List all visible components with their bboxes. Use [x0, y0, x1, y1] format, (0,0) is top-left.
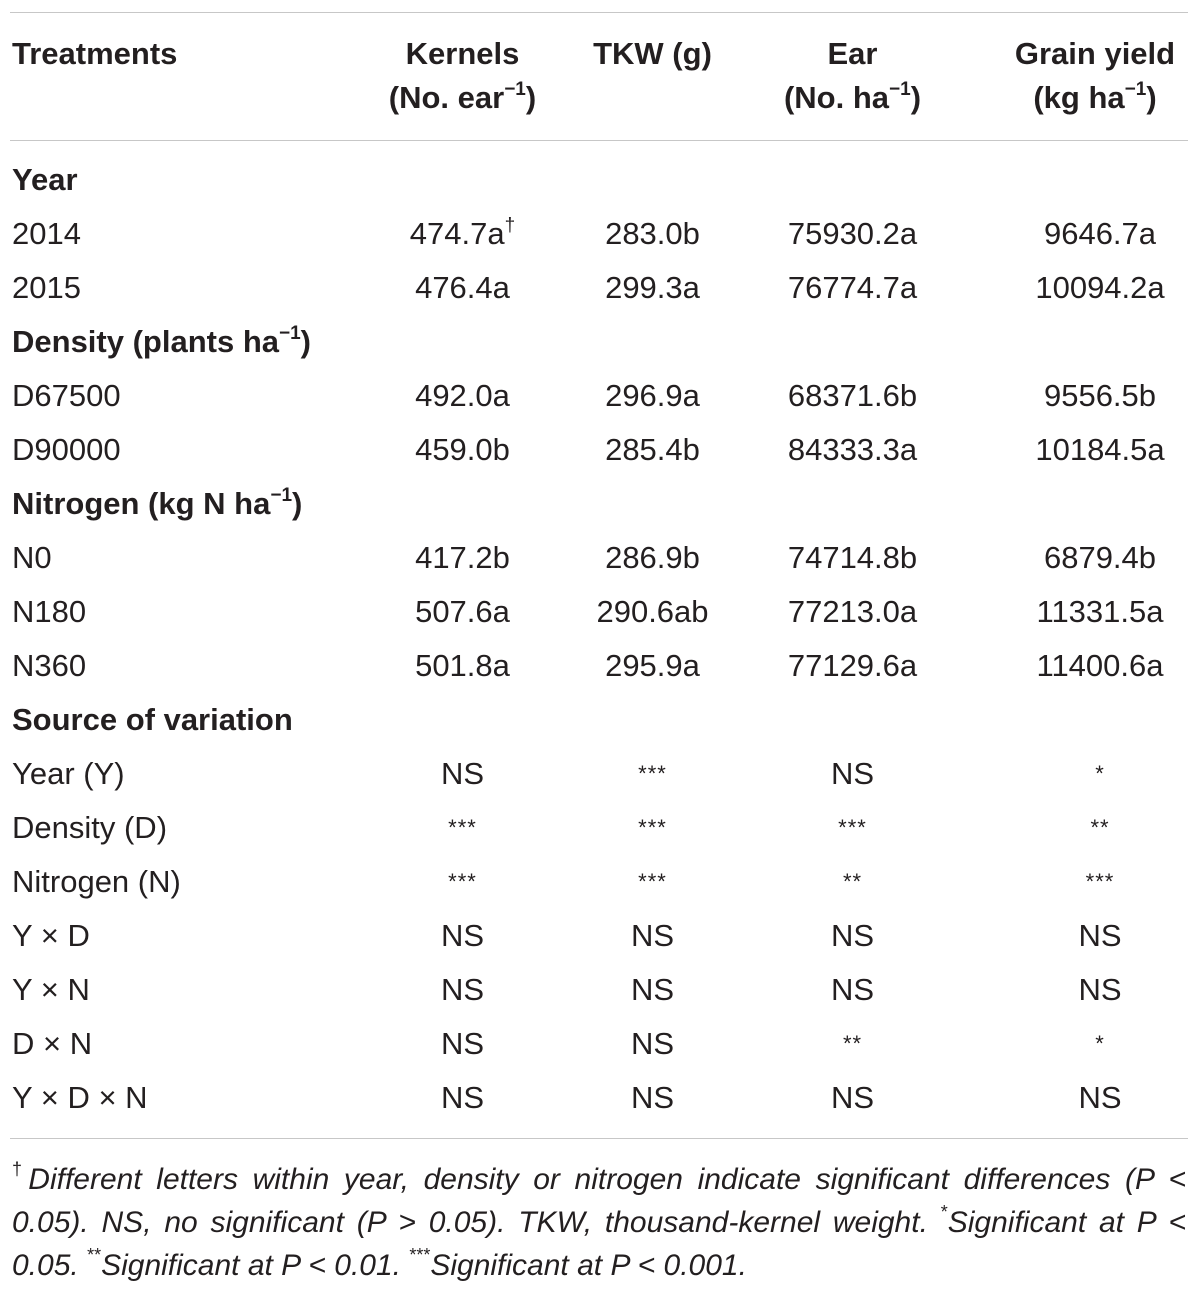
cell-tkw: 295.9a — [605, 648, 700, 683]
row-label: N180 — [12, 594, 87, 629]
row-label: 2015 — [12, 270, 81, 305]
header-kernels-line2: (No. ear$^{-1}$) — [388, 79, 537, 115]
variation-yield: NS — [1078, 1080, 1122, 1115]
variation-tkw: NS — [630, 1026, 675, 1061]
header-ear-line2: (No. $ha^{-1}$) — [783, 79, 922, 115]
cell-kernels: 492.0a — [415, 378, 510, 413]
cell-ear: 68371.6b — [787, 378, 918, 413]
variation-label: Y × D — [12, 918, 90, 953]
variation-ear: ** — [842, 1031, 863, 1056]
cell-yield: 6879.4b — [1043, 540, 1157, 575]
variation-ear: ** — [842, 869, 863, 894]
header-yield-line2: (kg $ha^{-1}$) — [1033, 79, 1157, 115]
variation-label: D × N — [12, 1026, 93, 1061]
header-ear-line1: Ear — [827, 36, 878, 71]
cell-ear: 77129.6a — [787, 648, 918, 683]
variation-yield: * — [1095, 761, 1105, 786]
cell-ear: 76774.7a — [787, 270, 918, 305]
variation-tkw: NS — [630, 918, 675, 953]
variation-tkw: *** — [638, 761, 667, 786]
variation-yield: *** — [1085, 869, 1115, 894]
variation-yield: * — [1095, 1031, 1105, 1056]
cell-ear: 75930.2a — [787, 216, 918, 251]
bottom-rule — [10, 1138, 1188, 1139]
variation-label: Y × D × N — [12, 1080, 148, 1115]
header-treatments: Treatments — [12, 36, 178, 71]
cell-ear: 77213.0a — [787, 594, 918, 629]
header-rule — [10, 140, 1188, 141]
section-source-of-variation: Source of variation — [12, 702, 293, 737]
header-tkw: TKW (g) — [593, 36, 712, 71]
cell-yield: 10184.5a — [1035, 432, 1165, 467]
row-label: 2014 — [12, 216, 81, 251]
section-density: Density (plants $ha^{-1}$) — [12, 323, 311, 359]
variation-yield: NS — [1078, 972, 1122, 1007]
cell-yield: 9556.5b — [1043, 378, 1157, 413]
cell-tkw: 296.9a — [605, 378, 700, 413]
variation-kernels: *** — [448, 869, 477, 894]
row-label: N0 — [12, 540, 52, 575]
cell-kernels: 459.0b — [415, 432, 510, 467]
cell-tkw: 290.6ab — [596, 594, 709, 629]
variation-label: Y × N — [12, 972, 90, 1007]
variation-kernels: NS — [440, 972, 485, 1007]
section-year: Year — [12, 162, 78, 197]
cell-yield: 11331.5a — [1036, 594, 1164, 629]
top-rule — [10, 12, 1188, 13]
header-ear — [745, 32, 960, 120]
variation-ear: NS — [830, 972, 875, 1007]
variation-yield: NS — [1078, 918, 1122, 953]
variation-ear: NS — [830, 756, 875, 791]
variation-kernels: NS — [440, 1080, 485, 1115]
variation-tkw: *** — [638, 869, 667, 894]
variation-kernels: NS — [440, 918, 485, 953]
variation-kernels: NS — [440, 1026, 485, 1061]
variation-ear: NS — [830, 918, 875, 953]
header-yield-line1: Grain yield — [1014, 36, 1176, 71]
variation-yield: ** — [1090, 815, 1110, 840]
variation-label: Year (Y) — [12, 756, 125, 791]
row-label: D67500 — [12, 378, 121, 413]
cell-ear: 74714.8b — [787, 540, 918, 575]
cell-tkw: 285.4b — [605, 432, 700, 467]
cell-kernels: 507.6a — [415, 594, 510, 629]
cell-kernels: 476.4a — [415, 270, 510, 305]
cell-tkw: 283.0b — [605, 216, 700, 251]
cell-yield: 9646.7a — [1043, 216, 1157, 251]
section-nitrogen: Nitrogen (kg N $ha^{-1}$) — [12, 485, 303, 521]
table-footnote: †Different letters within year, density or nitrogen indicate significant differences (P < 0.05). NS, no significant (P > 0.05). TKW, thousand-kernel weight. *Significant at P < 0.05. **Significant at P < 0.01. ***Significant at P < 0.001. — [12, 1159, 1186, 1282]
variation-kernels: NS — [440, 756, 485, 791]
variation-ear: NS — [830, 1080, 875, 1115]
variation-tkw: NS — [630, 1080, 675, 1115]
cell-kernels: 474.7a† — [409, 215, 516, 251]
header-grain-yield — [995, 32, 1195, 120]
cell-tkw: 286.9b — [605, 540, 700, 575]
cell-yield: 10094.2a — [1035, 270, 1165, 305]
row-label: D90000 — [12, 432, 121, 467]
variation-label: Nitrogen (N) — [12, 864, 181, 899]
header-kernels — [330, 32, 595, 120]
cell-ear: 84333.3a — [787, 432, 918, 467]
cell-kernels: 501.8a — [415, 648, 510, 683]
variation-label: Density (D) — [12, 810, 168, 845]
variation-kernels: *** — [448, 815, 477, 840]
variation-tkw: NS — [630, 972, 675, 1007]
row-label: N360 — [12, 648, 87, 683]
cell-tkw: 299.3a — [605, 270, 700, 305]
variation-tkw: *** — [638, 815, 667, 840]
cell-yield: 11400.6a — [1036, 648, 1164, 683]
header-kernels-line1: Kernels — [405, 36, 520, 71]
cell-kernels: 417.2b — [415, 540, 510, 575]
variation-ear: *** — [838, 815, 867, 840]
